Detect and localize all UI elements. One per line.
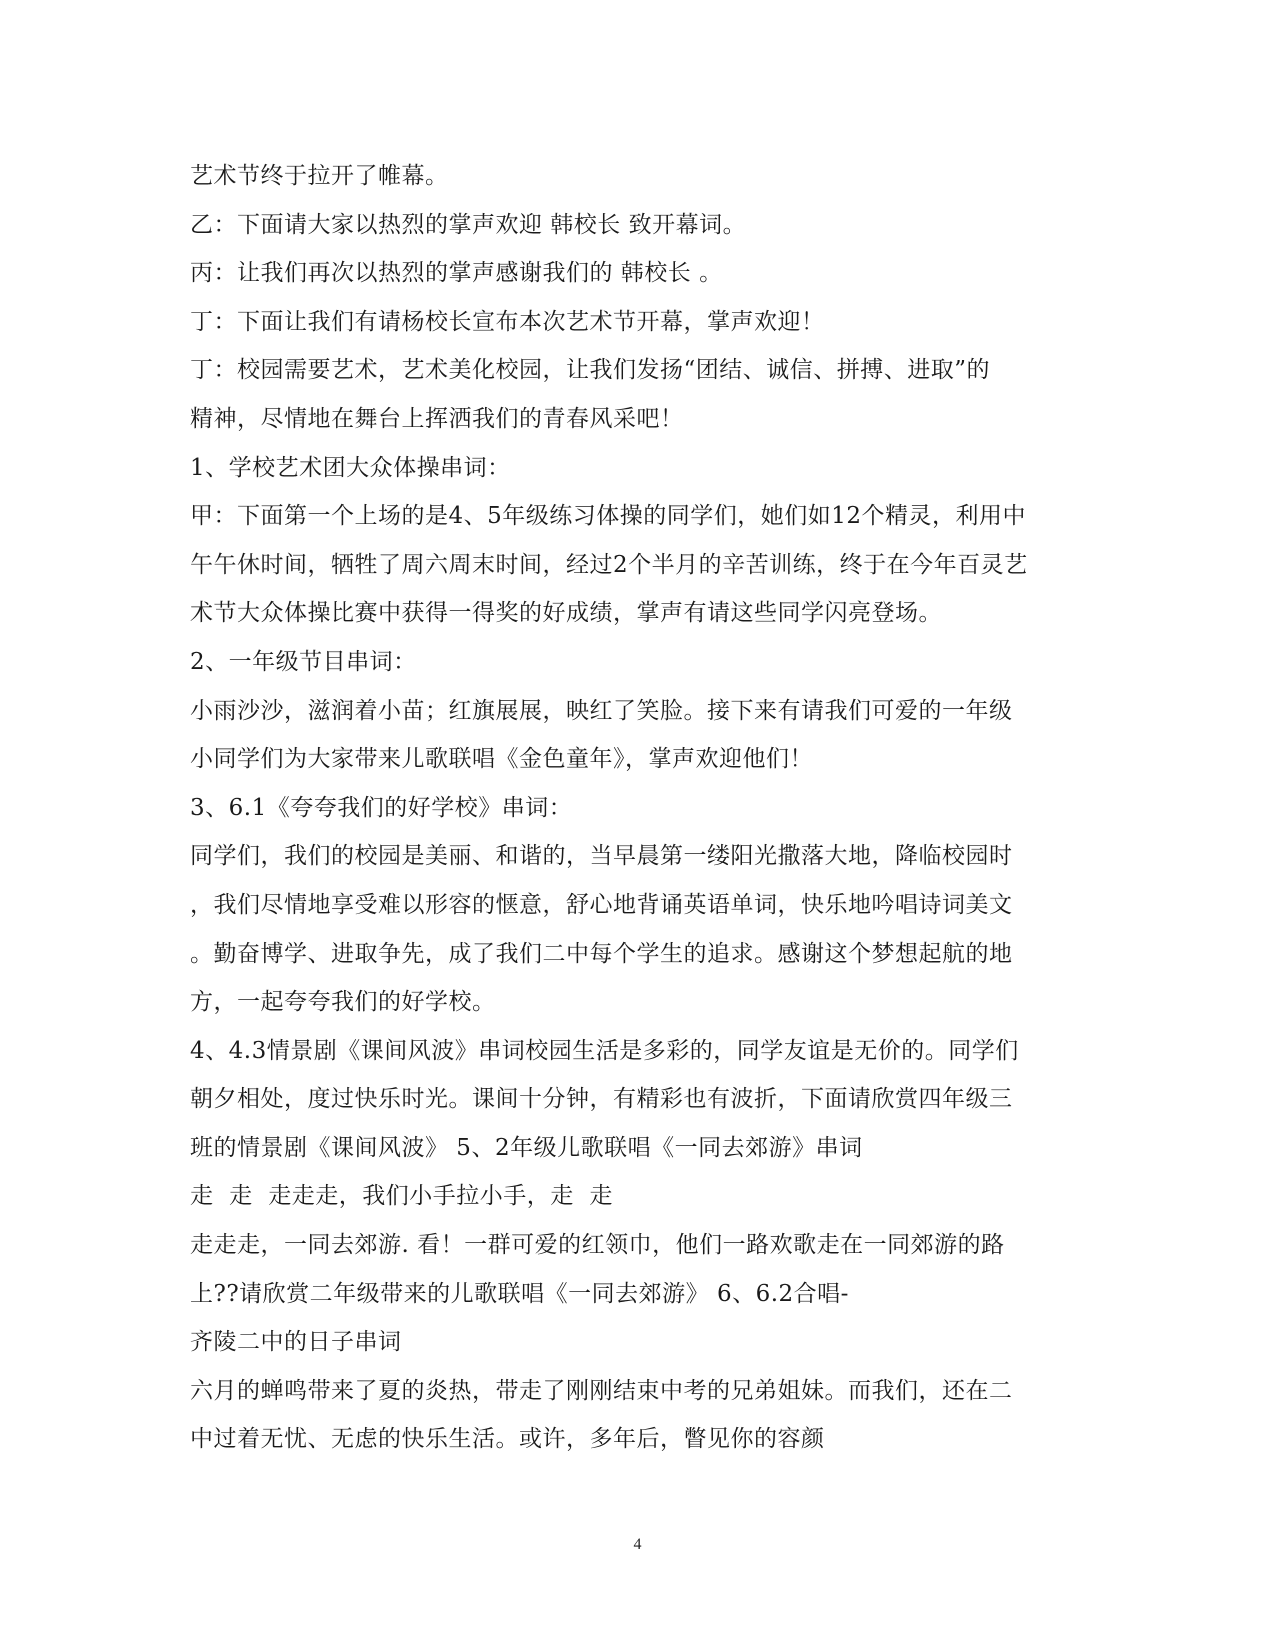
text-line: 走走走，一同去郊游. 看！一群可爱的红领巾，他们一路欢歌走在一同郊游的路: [190, 1232, 1005, 1259]
text-line: 3、6.1《夸夸我们的好学校》串词：: [190, 794, 573, 821]
text-line: 中过着无忧、无虑的快乐生活。或许，多年后，瞥见你的容颜: [190, 1426, 825, 1453]
body-text: [190, 152, 1090, 1464]
text-line: 精神，尽情地在舞台上挥洒我们的青春风采吧！: [190, 405, 684, 432]
text-line: 六月的蝉鸣带来了夏的炎热，带走了刚刚结束中考的兄弟姐妹。而我们，还在二: [190, 1377, 1013, 1404]
text-line: 丁：下面让我们有请杨校长宣布本次艺术节开幕，掌声欢迎！: [190, 308, 825, 335]
page-number: 4: [633, 1536, 642, 1553]
text-line: 1、学校艺术团大众体操串词：: [190, 454, 511, 481]
text-line: 小同学们为大家带来儿歌联唱《金色童年》，掌声欢迎他们！: [190, 746, 813, 773]
text-line: 艺术节终于拉开了帷幕。: [190, 163, 449, 189]
text-line: 术节大众体操比赛中获得一得奖的好成绩，掌声有请这些同学闪亮登场。: [190, 600, 942, 627]
text-line: 上??请欣赏二年级带来的儿歌联唱《一同去郊游》 6、6.2合唱-: [190, 1280, 849, 1307]
text-line: 同学们，我们的校园是美丽、和谐的，当早晨第一缕阳光撒落大地，降临校园时: [190, 843, 1013, 870]
text-line: 乙：下面请大家以热烈的掌声欢迎 韩校长 致开幕词。: [190, 211, 747, 238]
text-line: 走 走 走走走，我们小手拉小手，走 走: [190, 1183, 613, 1210]
text-line: 班的情景剧《课间风波》 5、2年级儿歌联唱《一同去郊游》串词: [190, 1134, 863, 1161]
text-line: 甲：下面第一个上场的是4、5年级练习体操的同学们，她们如12个精灵，利用中: [190, 503, 1027, 530]
text-line: 朝夕相处，度过快乐时光。课间十分钟，有精彩也有波折，下面请欣赏四年级三: [190, 1086, 1013, 1113]
text-line: 齐陵二中的日子串词: [190, 1329, 402, 1356]
text-line: 小雨沙沙，滋润着小苗；红旗展展，映红了笑脸。接下来有请我们可爱的一年级: [190, 697, 1013, 724]
text-line: 2、一年级节目串词：: [190, 648, 417, 675]
text-line: 午午休时间，牺牲了周六周末时间，经过2个半月的辛苦训练，终于在今年百灵艺: [190, 551, 1028, 578]
text-line: ，我们尽情地享受难以形容的惬意，舒心地背诵英语单词，快乐地吟唱诗词美文: [190, 891, 1013, 918]
text-line: 丙：让我们再次以热烈的掌声感谢我们的 韩校长 。: [190, 260, 723, 287]
text-line: 方，一起夸夸我们的好学校。: [190, 989, 496, 1016]
text-line: 丁：校园需要艺术，艺术美化校园，让我们发扬“团结、诚信、拼搏、进取”的: [190, 357, 991, 384]
text-line: 。勤奋博学、进取争先，成了我们二中每个学生的追求。感谢这个梦想起航的地: [190, 940, 1013, 967]
text-line: 4、4.3情景剧《课间风波》串词校园生活是多彩的，同学友谊是无价的。同学们: [190, 1037, 1019, 1064]
